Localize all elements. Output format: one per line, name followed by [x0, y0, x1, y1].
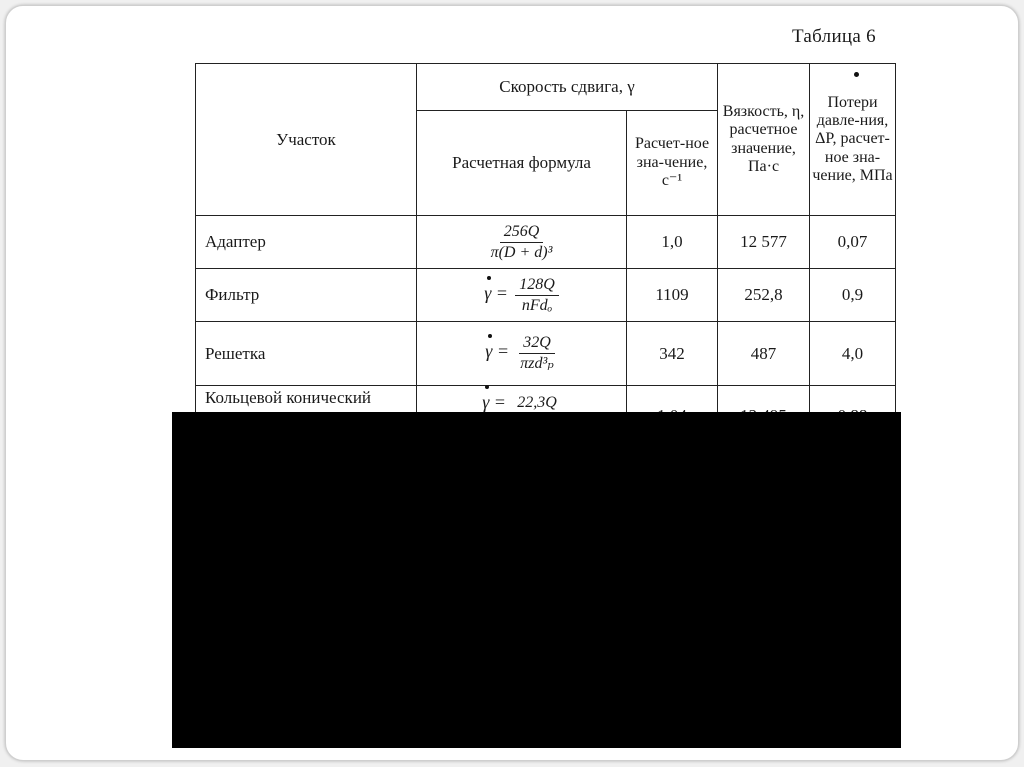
- row-rate: 1,0: [627, 216, 718, 269]
- row-section: Кольцевой конический: [196, 386, 417, 446]
- row-rate: 1109: [627, 269, 718, 322]
- row-section: Решетка: [196, 322, 417, 386]
- header-viscosity: Вязкость, η, расчетное значение, Па·с: [718, 64, 810, 216]
- row-formula: $\frac{256Q}{\text{π(D + d)³}}$: [417, 216, 627, 269]
- row-viscosity: 487: [718, 322, 810, 386]
- table-caption: Таблица 6: [792, 26, 876, 47]
- header-pressure-loss: Потери давле-ния, ΔP, расчет-ное зна-чение, МПа: [810, 64, 896, 216]
- row-section: Фильтр: [196, 269, 417, 322]
- row-formula: γ = 22,3Q: [417, 386, 627, 446]
- row-pressure: 4,0: [810, 322, 896, 386]
- row-viscosity: 252,8: [718, 269, 810, 322]
- row-pressure: 0,07: [810, 216, 896, 269]
- row-pressure: 0,9: [810, 269, 896, 322]
- data-table: [195, 63, 896, 446]
- header-shear-rate: Скорость сдвига, γ: [417, 64, 718, 111]
- redaction-block: [172, 412, 901, 748]
- table-row: [196, 269, 896, 322]
- row-viscosity: 12 577: [718, 216, 810, 269]
- gamma-dot-icon: γ =: [482, 392, 506, 412]
- shear-dot-icon: [854, 72, 859, 77]
- row-formula: γ = $\frac{128Q}{\text{nFdₒ}}$: [417, 269, 627, 322]
- table-row: [196, 322, 896, 386]
- gamma-dot-icon: γ =: [484, 283, 508, 303]
- gamma-dot-icon: γ =: [485, 341, 509, 361]
- header-calc-value: Расчет-ное зна-чение, с⁻¹: [627, 111, 718, 216]
- header-section: Участок: [196, 64, 417, 216]
- row-section: Адаптер: [196, 216, 417, 269]
- table-row: [196, 216, 896, 269]
- row-formula: γ = $\frac{32Q}{\text{πzd³ₚ}}$: [417, 322, 627, 386]
- header-formula: Расчетная формула: [417, 111, 627, 216]
- row-rate: 342: [627, 322, 718, 386]
